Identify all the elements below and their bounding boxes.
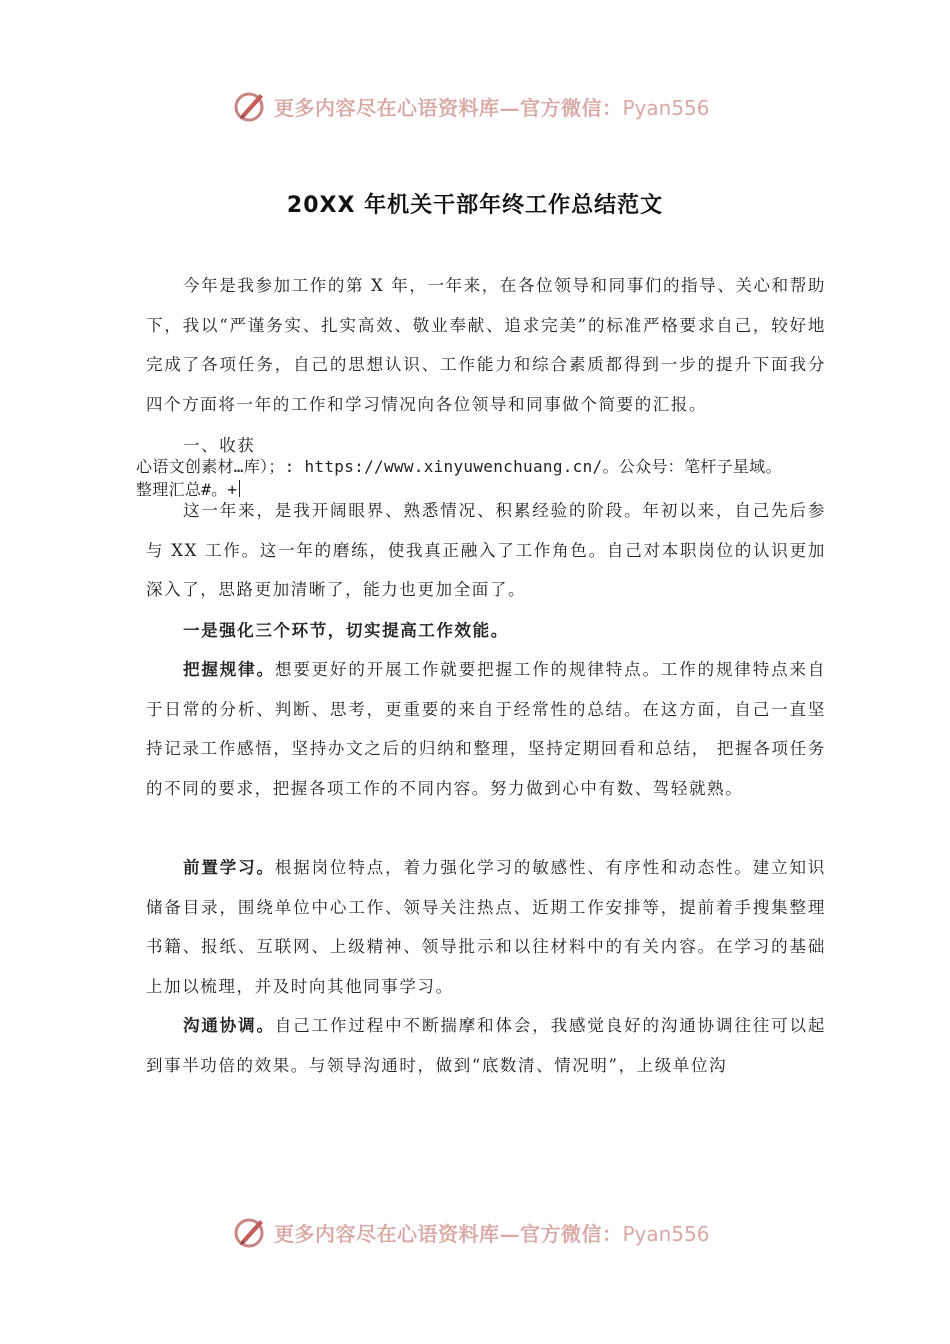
lead-communication: 沟通协调。: [183, 1016, 275, 1035]
note-line-1: 心语文创素材…库）；: https://www.xinyuwenchuang.cn/。公众号：笔杆子星域。: [136, 457, 782, 476]
intro-paragraph: 今年是我参加工作的第 X 年，一年来，在各位领导和同事们的指导、关心和帮助下，我以“严谨务实、扎实高效、敬业奉献、追求完美”的标准严格要求自己，较好地完成了各项任务，自己的思想认识、工作能力和综合素质都得到一步的提升下面我分四个方面将一年的工作和学习情况向各位领导和同事做个简要的汇报。: [146, 276, 826, 414]
section-heading-harvest: 一、收获: [183, 436, 256, 455]
year-summary-paragraph: 这一年来，是我开阔眼界、熟悉情况、积累经验的阶段。年初以来，自己先后参与 XX 工作。这一年的磨练，使我真正融入了工作角色。自己对本职岗位的认识更加深入了，思路更加清晰了，能力也更加全面了。: [146, 501, 826, 599]
watermark-banner-top: [232, 86, 710, 126]
paragraph-grasp-rules: 把握规律。想要更好的开展工作就要把握工作的规律特点。工作的规律特点来自于日常的分析、判断、思考，更重要的来自于经常性的总结。在这方面，自己一直坚持记录工作感悟，坚持办文之后的归纳和整理，坚持定期回看和总结， 把握各项任务的不同的要求，把握各项工作的不同内容。努力做到心中有数、驾轻就熟。: [146, 660, 827, 798]
pen-logo-icon: [232, 1214, 268, 1250]
paragraph-communication: 沟通协调。自己工作过程中不断揣摩和体会，我感觉良好的沟通协调往往可以起到事半功倍的效果。与领导沟通时，做到“底数清、情况明”，上级单位沟: [146, 1016, 827, 1075]
lead-grasp-rules: 把握规律。: [183, 660, 275, 679]
watermark-banner-bottom: [232, 1212, 710, 1252]
pen-logo-icon: [232, 88, 268, 124]
subheading-strengthen: 一是强化三个环节，切实提高工作效能。: [183, 621, 509, 640]
lead-pre-study: 前置学习。: [183, 858, 275, 877]
note-line-2: 整理汇总#。+: [136, 478, 916, 501]
document-title: 20XX 年机关干部年终工作总结范文: [286, 193, 664, 218]
watermark-text: 更多内容尽在心语资料库—官方微信：Pyan556: [274, 95, 710, 120]
watermark-text: 更多内容尽在心语资料库—官方微信：Pyan556: [274, 1221, 710, 1246]
paragraph-pre-study: 前置学习。根据岗位特点，着力强化学习的敏感性、有序性和动态性。建立知识储备目录，围绕单位中心工作、领导关注热点、近期工作安排等，提前着手搜集整理书籍、报纸、互联网、上级精神、领导批示和以往材料中的有关内容。在学习的基础上加以梳理，并及时向其他同事学习。: [146, 858, 827, 996]
